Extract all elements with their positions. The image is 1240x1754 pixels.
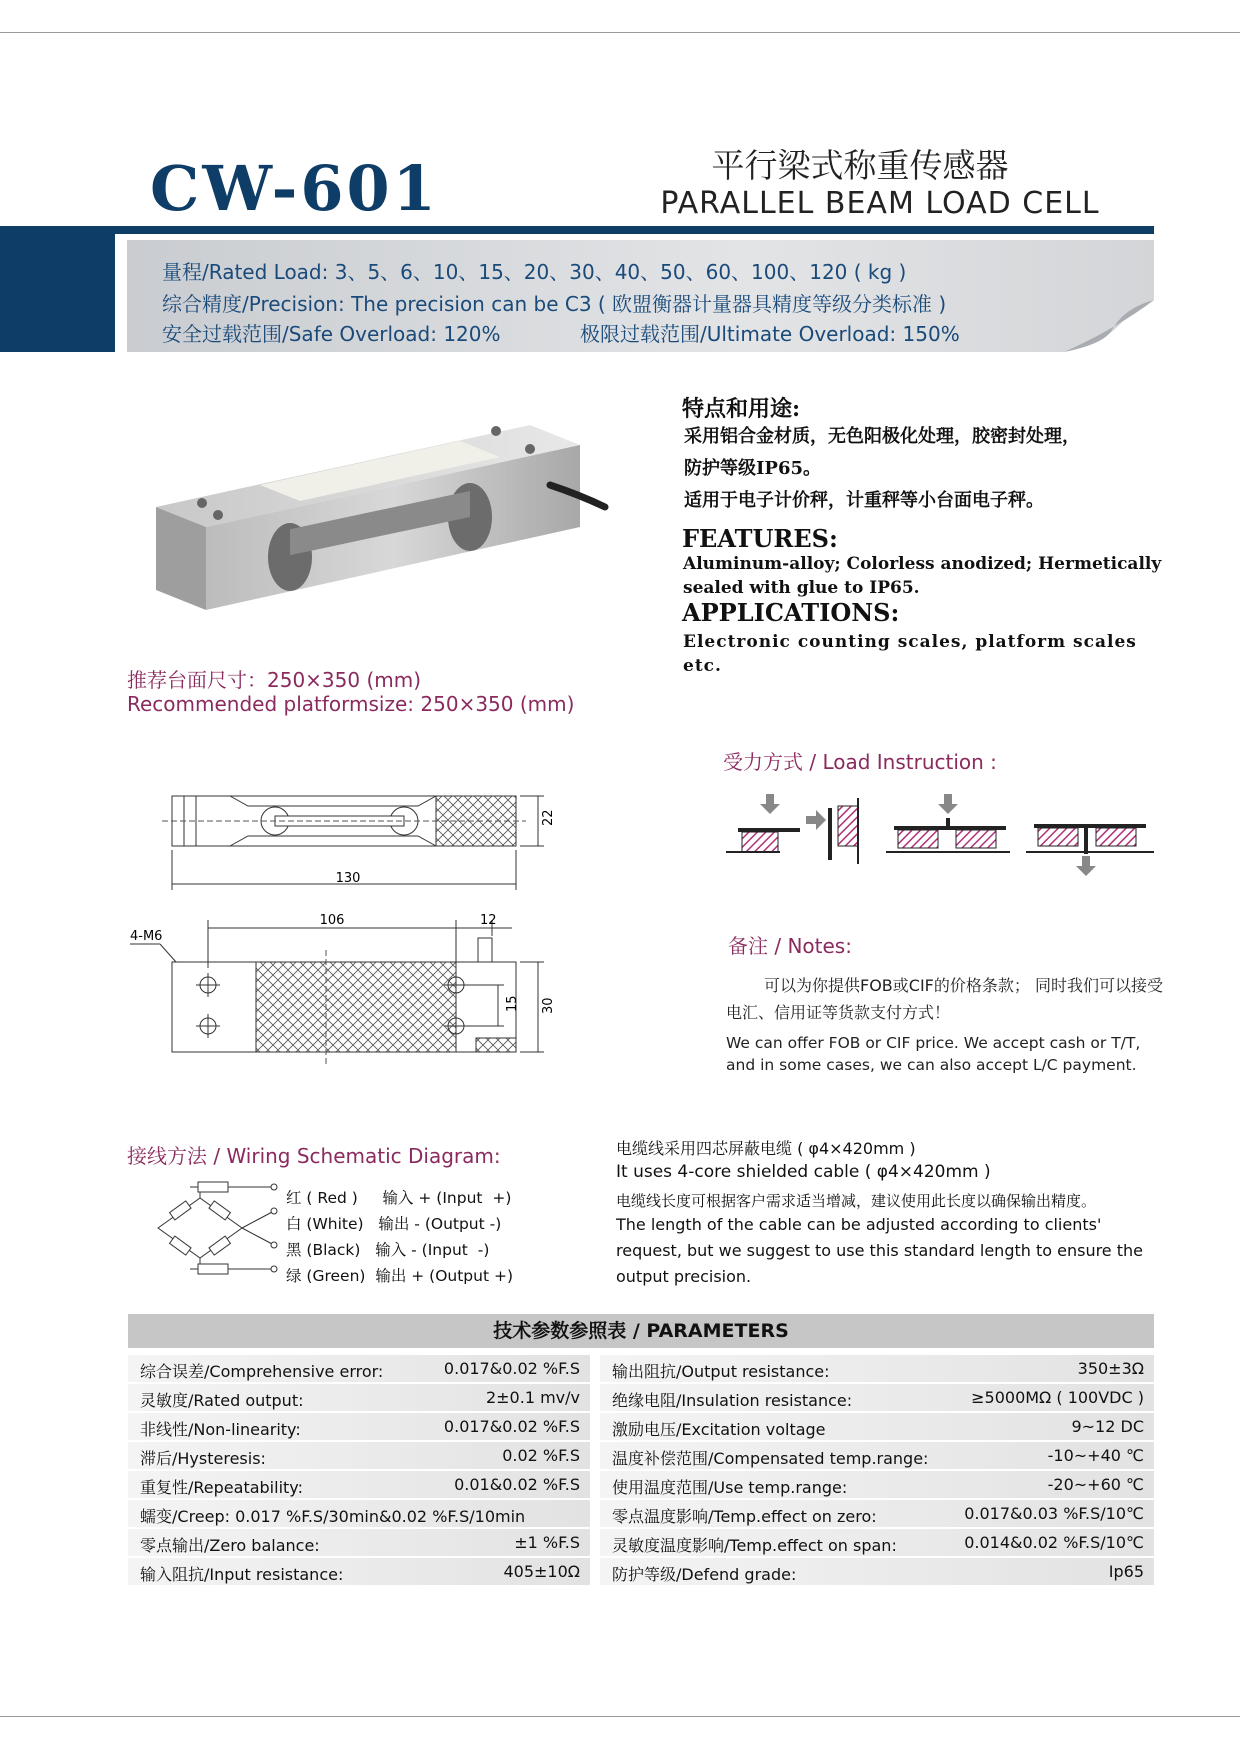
cable-length-cn: 电缆线长度可根据客户需求适当增减，建议使用此长度以确保输出精度。 <box>616 1192 1097 1210</box>
load-instruction-title: 受力方式 / Load Instruction : <box>723 750 997 774</box>
features-cn-line1: 采用铝合金材质，无色阳极化处理，胶密封处理， <box>684 426 1080 447</box>
wire-white: 白 (White) 输出 - (Output -) <box>286 1215 502 1233</box>
parameters-title: 技术参数参照表 / PARAMETERS <box>128 1314 1154 1348</box>
wire-red: 红 ( Red ) 输入 + (Input +) <box>286 1189 512 1207</box>
bottom-rule <box>0 1716 1240 1717</box>
spec-rated-load: 量程/Rated Load: 3、5、6、10、15、20、30、40、50、60、100、120 ( kg ) <box>162 260 907 284</box>
load-cell-photo <box>150 415 620 615</box>
table-row: 零点温度影响/Temp.effect on zero: 0.017&0.03 %F.S/10℃ <box>600 1500 1154 1529</box>
cable-length-en: The length of the cable can be adjusted according to clients' request, but we suggest to use this standard length to ensure the output precision. <box>616 1215 1143 1286</box>
dim-22-label: 22 <box>541 809 556 826</box>
page-curl-icon <box>1064 300 1154 352</box>
features-cn-line3: 适用于电子计价秤，计重秤等小台面电子秤。 <box>684 490 1044 511</box>
table-row: 绝缘电阻/Insulation resistance: ≥5000MΩ ( 100VDC ) <box>600 1384 1154 1413</box>
wire-green: 绿 (Green) 输出 + (Output +) <box>286 1267 514 1285</box>
header-bar <box>0 226 1154 234</box>
dim-130-label: 130 <box>335 871 361 886</box>
platform-size-cn: 推荐台面尺寸：250×350 (mm) <box>127 668 422 692</box>
wire-black: 黑 (Black) 输入 - (Input -) <box>286 1241 490 1259</box>
table-row: 零点输出/Zero balance: ±1 %F.S <box>128 1529 590 1558</box>
top-rule <box>0 32 1240 33</box>
table-row: 使用温度范围/Use temp.range: -20~+60 ℃ <box>600 1471 1154 1500</box>
cable-spec-cn: 电缆线采用四芯屏蔽电缆 ( φ4×420mm ) <box>616 1139 916 1158</box>
cable-spec-en: It uses 4-core shielded cable ( φ4×420mm ) <box>616 1162 991 1182</box>
table-row: 滞后/Hysteresis: 0.02 %F.S <box>128 1442 590 1471</box>
notes-title: 备注 / Notes: <box>728 934 852 958</box>
table-row: 非线性/Non-linearity: 0.017&0.02 %F.S <box>128 1413 590 1442</box>
table-row: 灵敏度/Rated output: 2±0.1 mv/v <box>128 1384 590 1413</box>
features-heading-cn: 特点和用途: <box>682 396 801 422</box>
dim-15-label: 15 <box>505 995 520 1012</box>
notes-en: We can offer FOB or CIF price. We accept cash or T/T, and in some cases, we can also accept L/C payment. <box>726 1034 1141 1074</box>
dimension-drawing <box>118 780 638 1070</box>
table-row: 防护等级/Defend grade: Ip65 <box>600 1558 1154 1587</box>
title-chinese: 平行梁式称重传感器 <box>711 146 1009 185</box>
notes-cn: 可以为你提供FOB或CIF的价格条款； 同时我们可以接受电汇、信用证等货款支付方式！ <box>726 976 1163 1022</box>
wiring-bridge-diagram <box>150 1178 280 1280</box>
model-number: CW-601 <box>150 152 439 225</box>
wiring-title: 接线方法 / Wiring Schematic Diagram: <box>127 1144 501 1168</box>
table-row: 输入阻抗/Input resistance: 405±10Ω <box>128 1558 590 1587</box>
features-cn-line2: 防护等级IP65。 <box>684 458 822 479</box>
table-row: 输出阻抗/Output resistance: 350±3Ω <box>600 1355 1154 1384</box>
table-row: 灵敏度温度影响/Temp.effect on span: 0.014&0.02 %F.S/10℃ <box>600 1529 1154 1558</box>
applications-heading: APPLICATIONS: <box>682 598 900 627</box>
spec-safe-overload: 安全过载范围/Safe Overload: 120% <box>162 322 501 346</box>
spec-precision: 综合精度/Precision: The precision can be C3 ( 欧盟衡器计量器具精度等级分类标准 ) <box>162 292 947 316</box>
table-row: 综合误差/Comprehensive error: 0.017&0.02 %F.S <box>128 1355 590 1384</box>
dim-30-label: 30 <box>541 997 556 1014</box>
applications-text: Electronic counting scales, platform scales etc. <box>683 632 1137 676</box>
thread-label: 4-M6 <box>130 929 163 944</box>
features-text-en: Aluminum-alloy; Colorless anodized; Hermetically sealed with glue to IP65. <box>683 554 1162 598</box>
spec-ultimate-overload: 极限过载范围/Ultimate Overload: 150% <box>580 322 960 346</box>
dim-106-label: 106 <box>319 913 345 928</box>
platform-size-en: Recommended platformsize: 250×350 (mm) <box>127 692 575 716</box>
table-row: 激励电压/Excitation voltage 9~12 DC <box>600 1413 1154 1442</box>
table-row: 温度补偿范围/Compensated temp.range: -10~+40 ℃ <box>600 1442 1154 1471</box>
parameters-right-column <box>600 1355 1154 1587</box>
parameters-left-column <box>128 1355 590 1587</box>
table-row: 蠕变/Creep: 0.017 %F.S/30min&0.02 %F.S/10min <box>128 1500 590 1529</box>
load-instruction-diagram <box>722 790 1162 880</box>
features-heading-en: FEATURES: <box>682 524 838 553</box>
dim-12-label: 12 <box>480 913 497 928</box>
title-english: PARALLEL BEAM LOAD CELL <box>660 186 1100 221</box>
side-block <box>0 226 115 352</box>
table-row: 重复性/Repeatability: 0.01&0.02 %F.S <box>128 1471 590 1500</box>
